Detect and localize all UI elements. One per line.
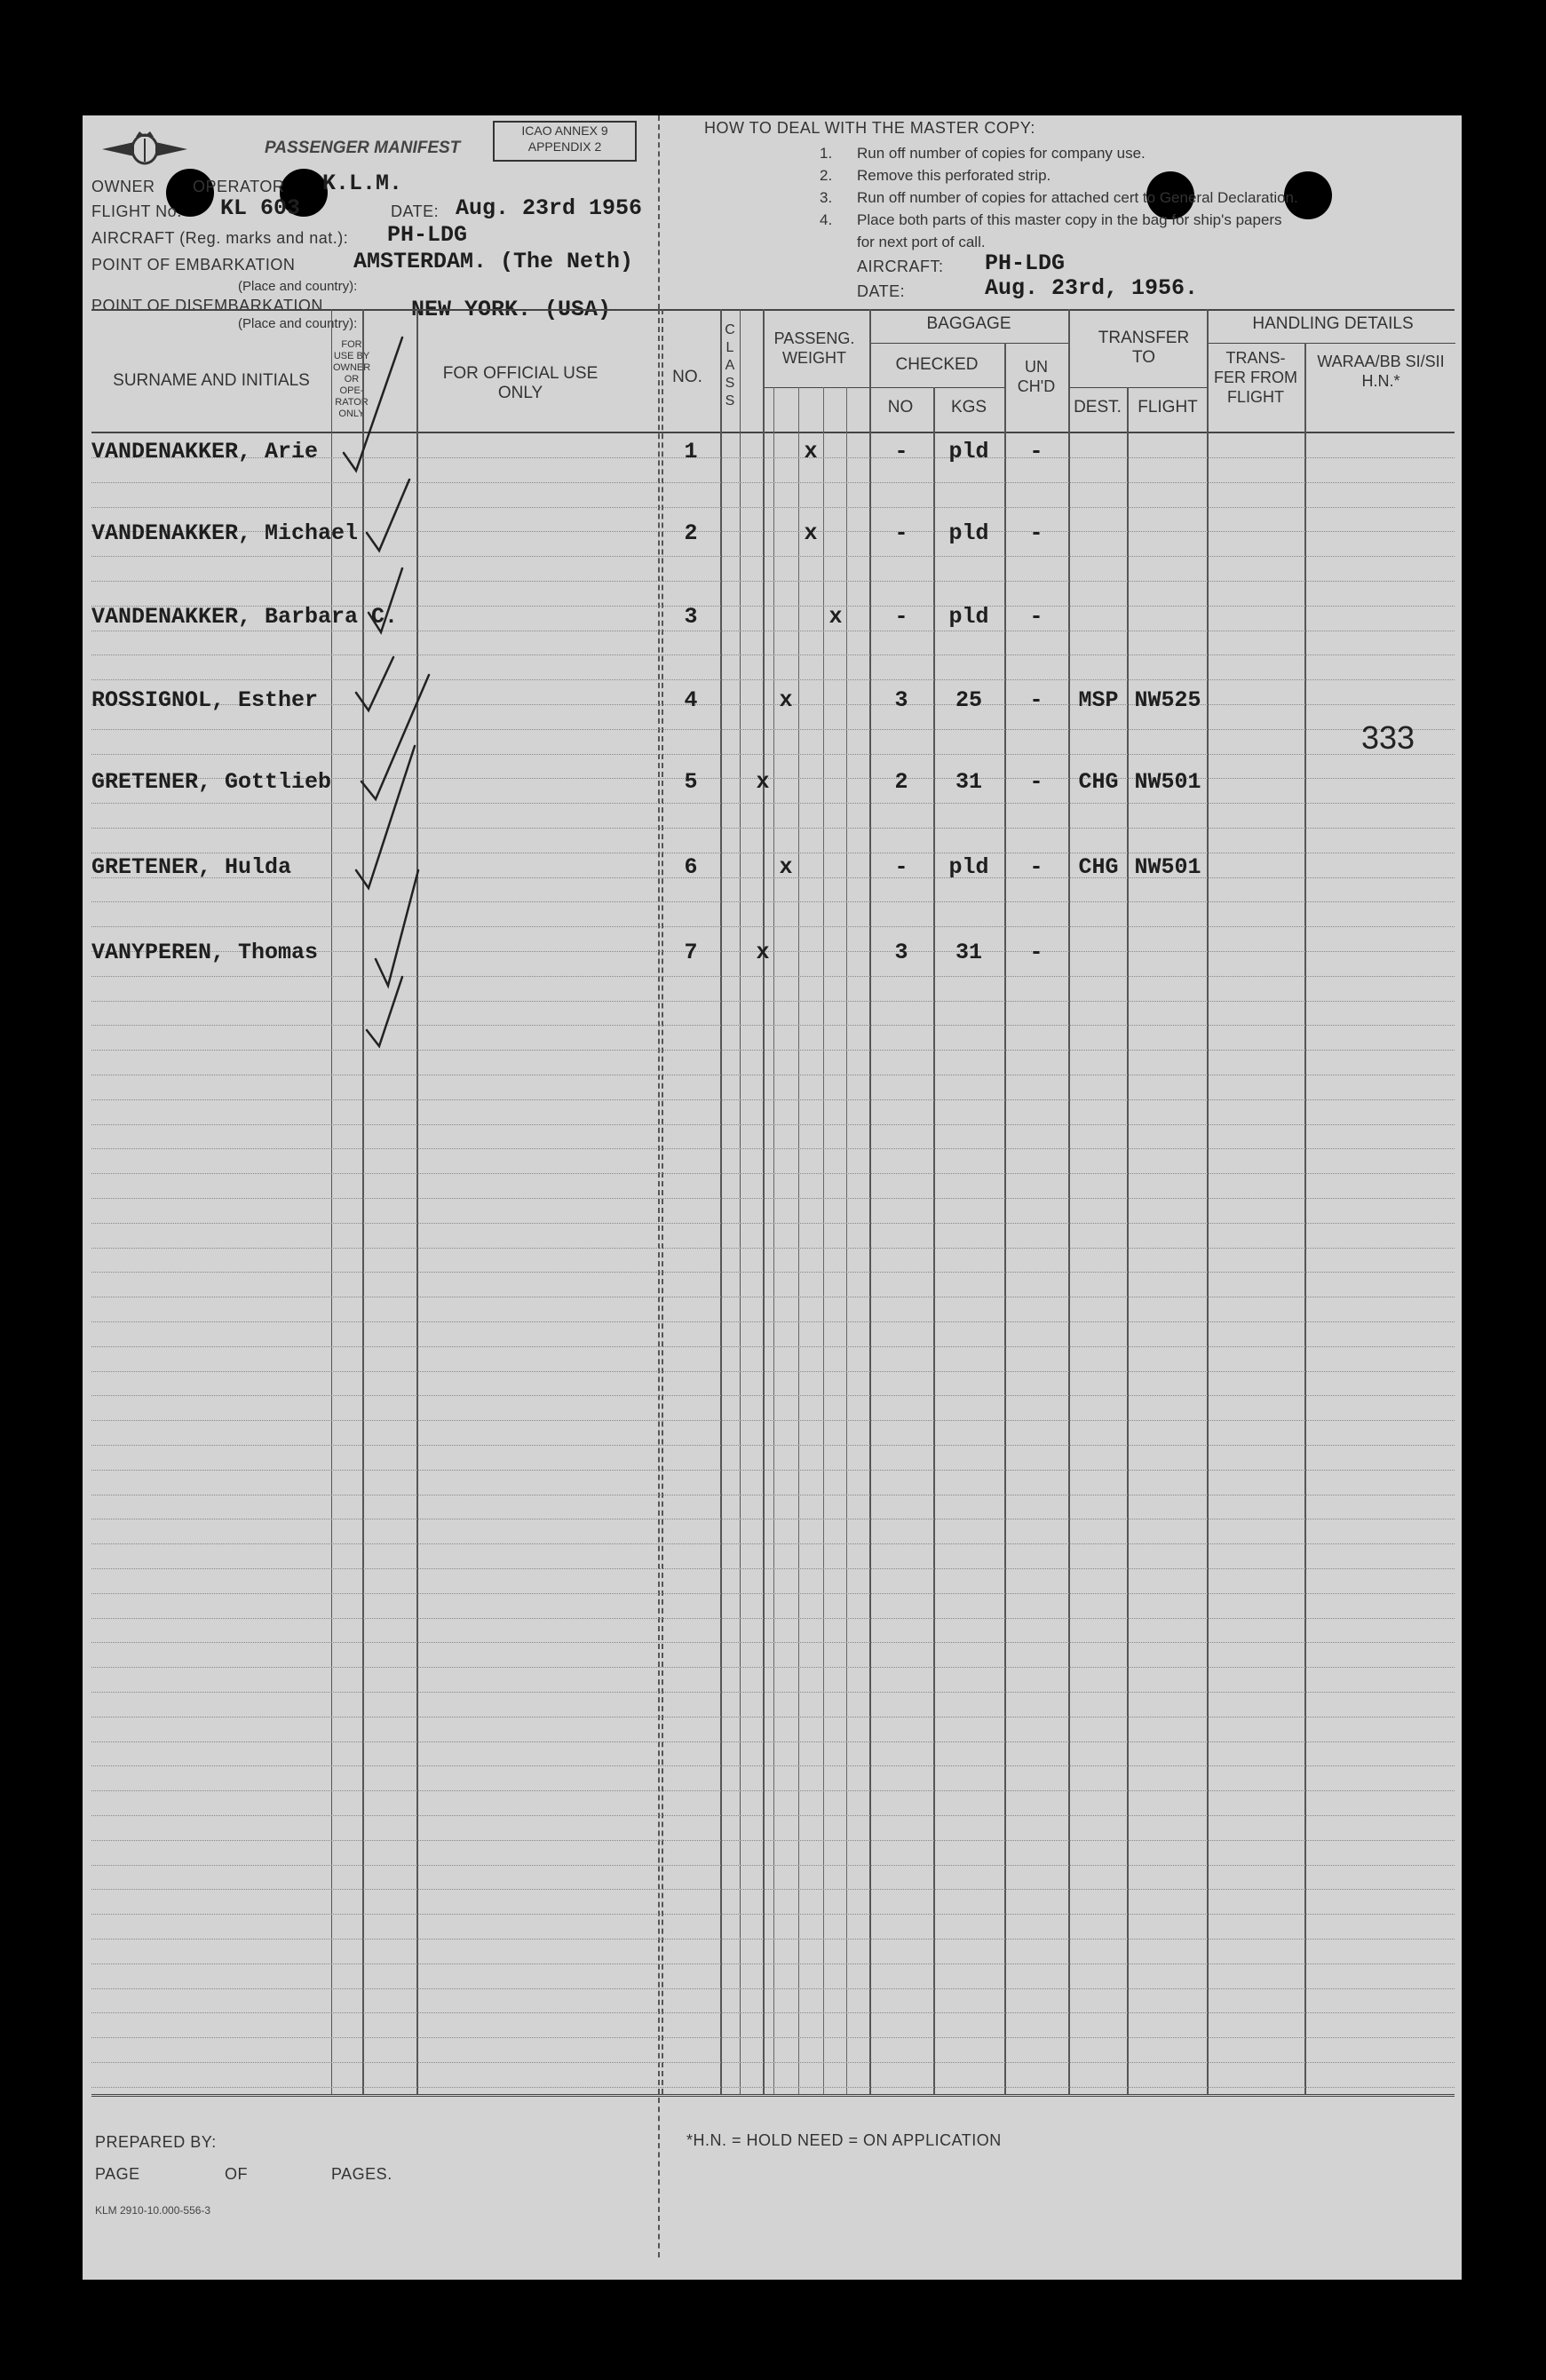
ruled-line — [91, 1939, 1455, 1940]
passenger-no: 2 — [684, 520, 698, 546]
ruled-line — [91, 901, 1455, 902]
unchecked-baggage: - — [1029, 940, 1043, 965]
transfer-dest: CHG — [1078, 769, 1119, 795]
ruled-line — [91, 976, 1455, 977]
ruled-line — [91, 482, 1455, 483]
col-header-owner-use: FOR USE BY OWNER OR OPE- RATOR ONLY — [333, 339, 371, 419]
ruled-line — [91, 1148, 1455, 1149]
col-header-transfer-to: TRANSFER TO — [1098, 329, 1190, 367]
ruled-line — [91, 1248, 1455, 1249]
unchecked-baggage: - — [1029, 439, 1043, 464]
baggage-kgs: 31 — [955, 769, 982, 795]
ruled-line — [91, 1420, 1455, 1421]
passeng-weight-mark: x — [756, 769, 770, 795]
instr-date-label: DATE: — [857, 282, 906, 300]
baggage-sub-divider — [869, 343, 1068, 344]
ruled-line — [91, 1050, 1455, 1051]
col-divider — [933, 387, 935, 2094]
col-header-waraa: WARAA/BB SI/SII H.N.* — [1317, 353, 1445, 390]
col-header-flight: FLIGHT — [1138, 398, 1198, 416]
col-header-transfer-from: TRANS- FER FROM FLIGHT — [1214, 349, 1297, 406]
place-country-note: (Place and country): — [238, 279, 358, 294]
aircraft-label: AIRCRAFT (Reg. marks and nat.): — [91, 229, 349, 247]
footer-border — [91, 2094, 1455, 2097]
ruled-line — [91, 1765, 1455, 1766]
manifest-title: PASSENGER MANIFEST — [265, 139, 461, 157]
col-divider — [1127, 387, 1129, 2094]
ruled-line — [91, 1865, 1455, 1866]
passenger-name: VANDENAKKER, Arie — [91, 439, 319, 464]
col-header-no: NO. — [672, 368, 702, 386]
pages-label: PAGES. — [331, 2165, 392, 2183]
col-divider — [1207, 309, 1209, 2094]
instr-aircraft-label: AIRCRAFT: — [857, 258, 944, 275]
ruled-line — [91, 581, 1455, 582]
instructions-title: HOW TO DEAL WITH THE MASTER COPY: — [704, 119, 1035, 137]
ruled-line — [91, 1692, 1455, 1693]
baggage-no: - — [894, 854, 908, 880]
passenger-name: VANDENAKKER, Michael — [91, 520, 359, 546]
transfer-sub-divider — [1068, 387, 1207, 388]
col-header-dest: DEST. — [1074, 398, 1122, 416]
ruled-line — [91, 507, 1455, 508]
passenger-no: 7 — [684, 940, 698, 965]
transfer-dest: MSP — [1078, 687, 1119, 713]
ruled-line — [91, 1272, 1455, 1273]
ruled-line — [91, 754, 1455, 755]
ruled-line — [91, 2062, 1455, 2063]
col-header-official-use: FOR OFFICIAL USE ONLY — [442, 364, 599, 402]
col-divider — [331, 309, 332, 2094]
date-value: Aug. 23rd 1956 — [456, 195, 643, 221]
baggage-no: - — [894, 520, 908, 546]
passenger-no: 1 — [684, 439, 698, 464]
footer-divider — [658, 2098, 660, 2257]
date-label: DATE: — [391, 202, 440, 220]
ruled-line — [91, 1346, 1455, 1347]
passenger-name: ROSSIGNOL, Esther — [91, 687, 319, 713]
col-divider — [773, 387, 774, 2094]
unchecked-baggage: - — [1029, 769, 1043, 795]
passenger-name: VANDENAKKER, Barbara C. — [91, 604, 399, 630]
place-country-note: (Place and country): — [238, 316, 358, 331]
ruled-line — [91, 1568, 1455, 1569]
col-divider — [763, 309, 765, 2094]
table-top-border — [91, 309, 1455, 311]
disembarkation-value: NEW YORK. (USA) — [411, 297, 612, 322]
baggage-no: - — [894, 604, 908, 630]
ruled-line — [91, 1445, 1455, 1446]
passenger-no: 4 — [684, 687, 698, 713]
check-mark-icon — [344, 337, 402, 471]
prepared-by-label: PREPARED BY: — [95, 2133, 217, 2151]
col-header-surname: SURNAME AND INITIALS — [113, 371, 310, 390]
weight-sub-divider — [763, 387, 869, 388]
handling-sub-divider — [1209, 343, 1455, 344]
transfer-flight: NW501 — [1134, 854, 1201, 880]
owner-label: OWNER — [91, 178, 155, 195]
ruled-line — [91, 828, 1455, 829]
ruled-line — [91, 1371, 1455, 1372]
col-divider — [662, 309, 663, 2094]
col-divider — [740, 309, 741, 2094]
baggage-kgs: pld — [948, 854, 989, 880]
embarkation-value: AMSTERDAM. (The Neth) — [353, 249, 634, 274]
checked-sub-divider — [869, 387, 1004, 388]
ruled-line — [91, 1642, 1455, 1643]
ruled-line — [91, 1593, 1455, 1594]
col-header-passeng-weight: PASSENG. WEIGHT — [773, 329, 855, 367]
passeng-weight-mark: x — [804, 520, 818, 546]
instruction-item-continued: for next port of call. — [857, 234, 986, 250]
unchecked-baggage: - — [1029, 854, 1043, 880]
col-divider — [658, 309, 660, 2094]
col-divider — [1068, 309, 1070, 2094]
ruled-line — [91, 1198, 1455, 1199]
icao-annex-stamp: ICAO ANNEX 9 APPENDIX 2 — [493, 121, 637, 162]
check-mark-icon — [376, 870, 418, 986]
ruled-line — [91, 1099, 1455, 1100]
ruled-line — [91, 1543, 1455, 1544]
ruled-line — [91, 654, 1455, 655]
baggage-kgs: pld — [948, 604, 989, 630]
header-divider — [658, 115, 660, 309]
unchecked-baggage: - — [1029, 604, 1043, 630]
col-divider — [798, 387, 799, 2094]
disembarkation-label: POINT OF DISEMBARKATION — [91, 297, 323, 314]
col-header-kgs: KGS — [950, 398, 987, 416]
col-header-unchd: UN CH'D — [1017, 358, 1056, 395]
operator-value: K.L.M. — [322, 171, 403, 196]
form-code: KLM 2910-10.000-556-3 — [95, 2204, 211, 2217]
aircraft-value: PH-LDG — [387, 222, 468, 248]
col-divider — [846, 387, 847, 2094]
instruction-item: 3. Run off number of copies for attached cert to General Declaration. — [820, 189, 1298, 206]
col-header-class: CLASS — [725, 322, 735, 409]
transfer-dest: CHG — [1078, 854, 1119, 880]
baggage-kgs: 31 — [955, 940, 982, 965]
baggage-no: 3 — [894, 940, 908, 965]
passeng-weight-mark: x — [779, 687, 793, 713]
passeng-weight-mark: x — [756, 940, 770, 965]
check-mark-icon — [367, 480, 409, 551]
instruction-item: 4. Place both parts of this master copy in the bag for ship's papers — [820, 211, 1282, 228]
hn-footnote: *H.N. = HOLD NEED = ON APPLICATION — [686, 2131, 1002, 2149]
passeng-weight-mark: x — [804, 439, 818, 464]
ruled-line — [91, 1395, 1455, 1396]
unchecked-baggage: - — [1029, 520, 1043, 546]
ruled-line — [91, 1618, 1455, 1619]
ruled-line — [91, 1889, 1455, 1890]
check-mark-icon — [361, 675, 429, 799]
ruled-line — [91, 1025, 1455, 1026]
check-mark-icon — [369, 568, 402, 632]
ruled-line — [91, 1001, 1455, 1002]
manifest-sheet — [83, 115, 1462, 2280]
passeng-weight-mark: x — [828, 604, 843, 630]
baggage-kgs: pld — [948, 439, 989, 464]
instruction-item: 2. Remove this perforated strip. — [820, 167, 1051, 184]
ruled-line — [91, 1815, 1455, 1816]
baggage-kgs: pld — [948, 520, 989, 546]
ruled-line — [91, 1840, 1455, 1841]
ruled-line — [91, 1223, 1455, 1224]
col-header-handling-details: HANDLING DETAILS — [1252, 314, 1414, 333]
ruled-line — [91, 1741, 1455, 1742]
ruled-line — [91, 1914, 1455, 1915]
operator-label: OPERATOR — [193, 178, 285, 195]
passenger-no: 6 — [684, 854, 698, 880]
passenger-name: GRETENER, Gottlieb — [91, 769, 332, 795]
ruled-line — [91, 679, 1455, 680]
instr-date-value: Aug. 23rd, 1956. — [985, 275, 1199, 301]
col-header-bag-no: NO — [887, 398, 914, 416]
passenger-name: VANYPEREN, Thomas — [91, 940, 319, 965]
check-mark-icon — [356, 746, 415, 888]
col-divider — [869, 309, 871, 2094]
check-mark-icon — [356, 657, 393, 710]
passenger-no: 3 — [684, 604, 698, 630]
col-header-checked: CHECKED — [895, 355, 979, 374]
col-divider — [720, 309, 722, 2094]
transfer-flight: NW525 — [1134, 687, 1201, 713]
baggage-kgs: 25 — [955, 687, 982, 713]
ruled-line — [91, 1124, 1455, 1125]
transfer-flight: NW501 — [1134, 769, 1201, 795]
ruled-line — [91, 2087, 1455, 2088]
flight-no-label: FLIGHT No. — [91, 202, 182, 220]
ruled-line — [91, 1321, 1455, 1322]
check-marks — [340, 302, 518, 1092]
ruled-line — [91, 2037, 1455, 2038]
baggage-no: 2 — [894, 769, 908, 795]
check-mark-icon — [367, 977, 402, 1046]
klm-crown-logo-icon — [100, 130, 189, 171]
col-divider — [823, 387, 824, 2094]
flight-no-value: KL 603 — [220, 195, 301, 221]
ruled-line — [91, 1173, 1455, 1174]
baggage-no: 3 — [894, 687, 908, 713]
unchecked-baggage: - — [1029, 687, 1043, 713]
ruled-line — [91, 556, 1455, 557]
of-label: OF — [225, 2165, 248, 2183]
ruled-line — [91, 2012, 1455, 2013]
page-label: PAGE — [95, 2165, 140, 2183]
passeng-weight-mark: x — [779, 854, 793, 880]
instruction-item: 1. Run off number of copies for company use. — [820, 145, 1146, 162]
ruled-line — [91, 1667, 1455, 1668]
passenger-no: 5 — [684, 769, 698, 795]
passenger-name: GRETENER, Hulda — [91, 854, 292, 880]
col-header-baggage: BAGGAGE — [926, 314, 1011, 333]
ruled-line — [91, 1988, 1455, 1989]
margin-note: 333 — [1361, 719, 1415, 756]
embarkation-label: POINT OF EMBARKATION — [91, 256, 296, 274]
ruled-line — [91, 1717, 1455, 1718]
instr-aircraft-value: PH-LDG — [985, 250, 1066, 276]
ruled-line — [91, 729, 1455, 730]
ruled-line — [91, 1790, 1455, 1791]
ruled-line — [91, 1470, 1455, 1471]
baggage-no: - — [894, 439, 908, 464]
instructions-list — [820, 142, 1459, 253]
ruled-line — [91, 926, 1455, 927]
ruled-line — [91, 803, 1455, 804]
